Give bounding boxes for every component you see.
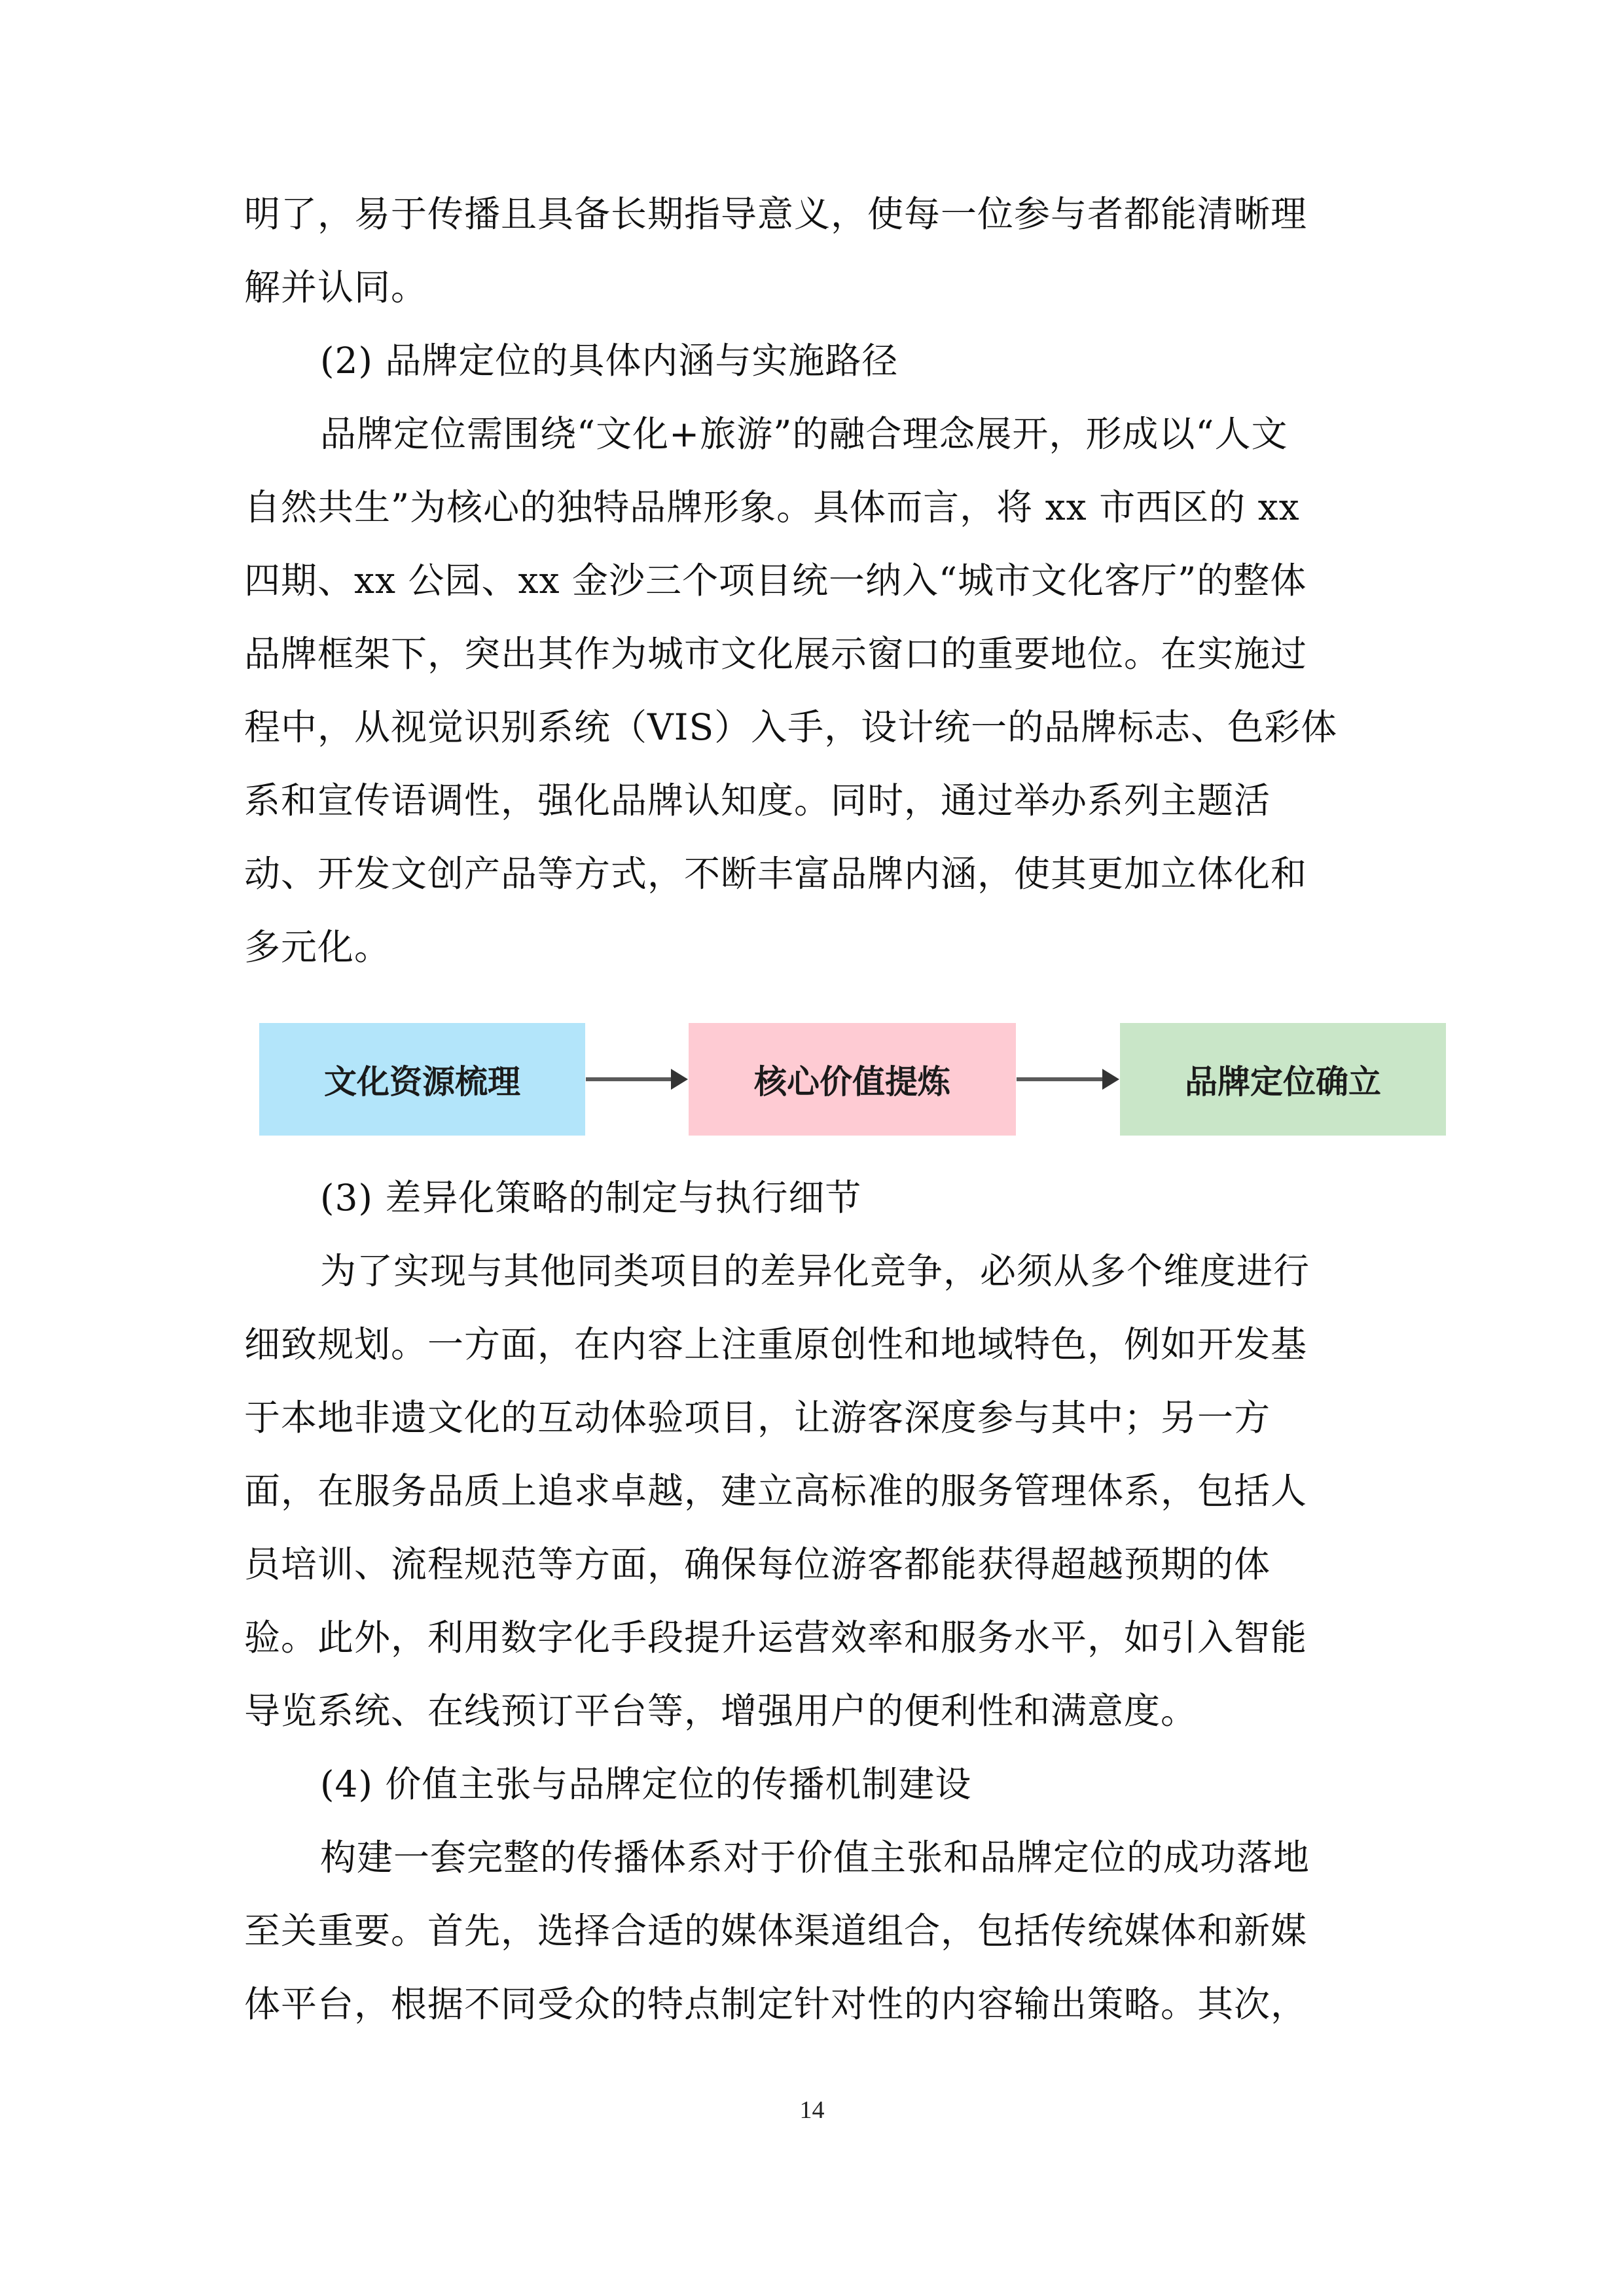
paragraph-line: 员培训、流程规范等方面，确保每位游客都能获得超越预期的体 bbox=[244, 1543, 1271, 1585]
flow-step-label: 核心价值提炼 bbox=[754, 1063, 950, 1101]
section-heading-4: (4) 价值主张与品牌定位的传播机制建设 bbox=[320, 1763, 972, 1805]
paragraph-line: 导览系统、在线预订平台等，增强用户的便利性和满意度。 bbox=[244, 1690, 1198, 1732]
flow-step-cultural-resources bbox=[259, 1023, 585, 1136]
paragraph-line: 构建一套完整的传播体系对于价值主张和品牌定位的成功落地 bbox=[320, 1837, 1310, 1878]
paragraph-line: 解并认同。 bbox=[244, 266, 428, 308]
section-heading-2: (2) 品牌定位的具体内涵与实施路径 bbox=[320, 340, 899, 382]
paragraph-line: 验。此外，利用数字化手段提升运营效率和服务水平，如引入智能 bbox=[244, 1617, 1308, 1659]
flow-step-brand-positioning bbox=[1120, 1023, 1446, 1136]
paragraph-line: 体平台，根据不同受众的特点制定针对性的内容输出策略。其次， bbox=[244, 1983, 1308, 2025]
paragraph-line: 明了，易于传播且具备长期指导意义，使每一位参与者都能清晰理 bbox=[244, 193, 1308, 235]
paragraph-line: 品牌框架下，突出其作为城市文化展示窗口的重要地位。在实施过 bbox=[244, 633, 1308, 675]
paragraph-line: 四期、xx 公园、xx 金沙三个项目统一纳入“城市文化客厅”的整体 bbox=[244, 560, 1307, 601]
section-heading-3: (3) 差异化策略的制定与执行细节 bbox=[320, 1177, 862, 1219]
arrow-right-icon bbox=[1017, 1075, 1119, 1083]
paragraph-line: 多元化。 bbox=[244, 926, 391, 968]
paragraph-line: 品牌定位需围绕“文化+旅游”的融合理念展开，形成以“人文 bbox=[320, 413, 1288, 455]
paragraph-line: 至关重要。首先，选择合适的媒体渠道组合，包括传统媒体和新媒 bbox=[244, 1910, 1308, 1952]
flow-step-label: 品牌定位确立 bbox=[1185, 1063, 1381, 1101]
paragraph-line: 于本地非遗文化的互动体验项目，让游客深度参与其中；另一方 bbox=[244, 1397, 1271, 1439]
paragraph-line: 程中，从视觉识别系统（VIS）入手，设计统一的品牌标志、色彩体 bbox=[244, 706, 1338, 748]
paragraph-line: 系和宣传语调性，强化品牌认知度。同时，通过举办系列主题活 bbox=[244, 780, 1271, 821]
arrow-right-icon bbox=[586, 1075, 688, 1083]
paragraph-line: 细致规划。一方面，在内容上注重原创性和地域特色，例如开发基 bbox=[244, 1323, 1308, 1365]
paragraph-line: 面，在服务品质上追求卓越，建立高标准的服务管理体系，包括人 bbox=[244, 1470, 1308, 1512]
flow-step-label: 文化资源梳理 bbox=[324, 1063, 520, 1101]
page-number: 14 bbox=[799, 2096, 825, 2124]
flow-step-core-value bbox=[689, 1023, 1016, 1136]
brand-positioning-flow-diagram bbox=[259, 1023, 1444, 1136]
paragraph-line: 为了实现与其他同类项目的差异化竞争，必须从多个维度进行 bbox=[320, 1250, 1310, 1292]
paragraph-line: 动、开发文创产品等方式，不断丰富品牌内涵，使其更加立体化和 bbox=[244, 853, 1308, 895]
paragraph-line: 自然共生”为核心的独特品牌形象。具体而言，将 xx 市西区的 xx bbox=[244, 486, 1300, 528]
